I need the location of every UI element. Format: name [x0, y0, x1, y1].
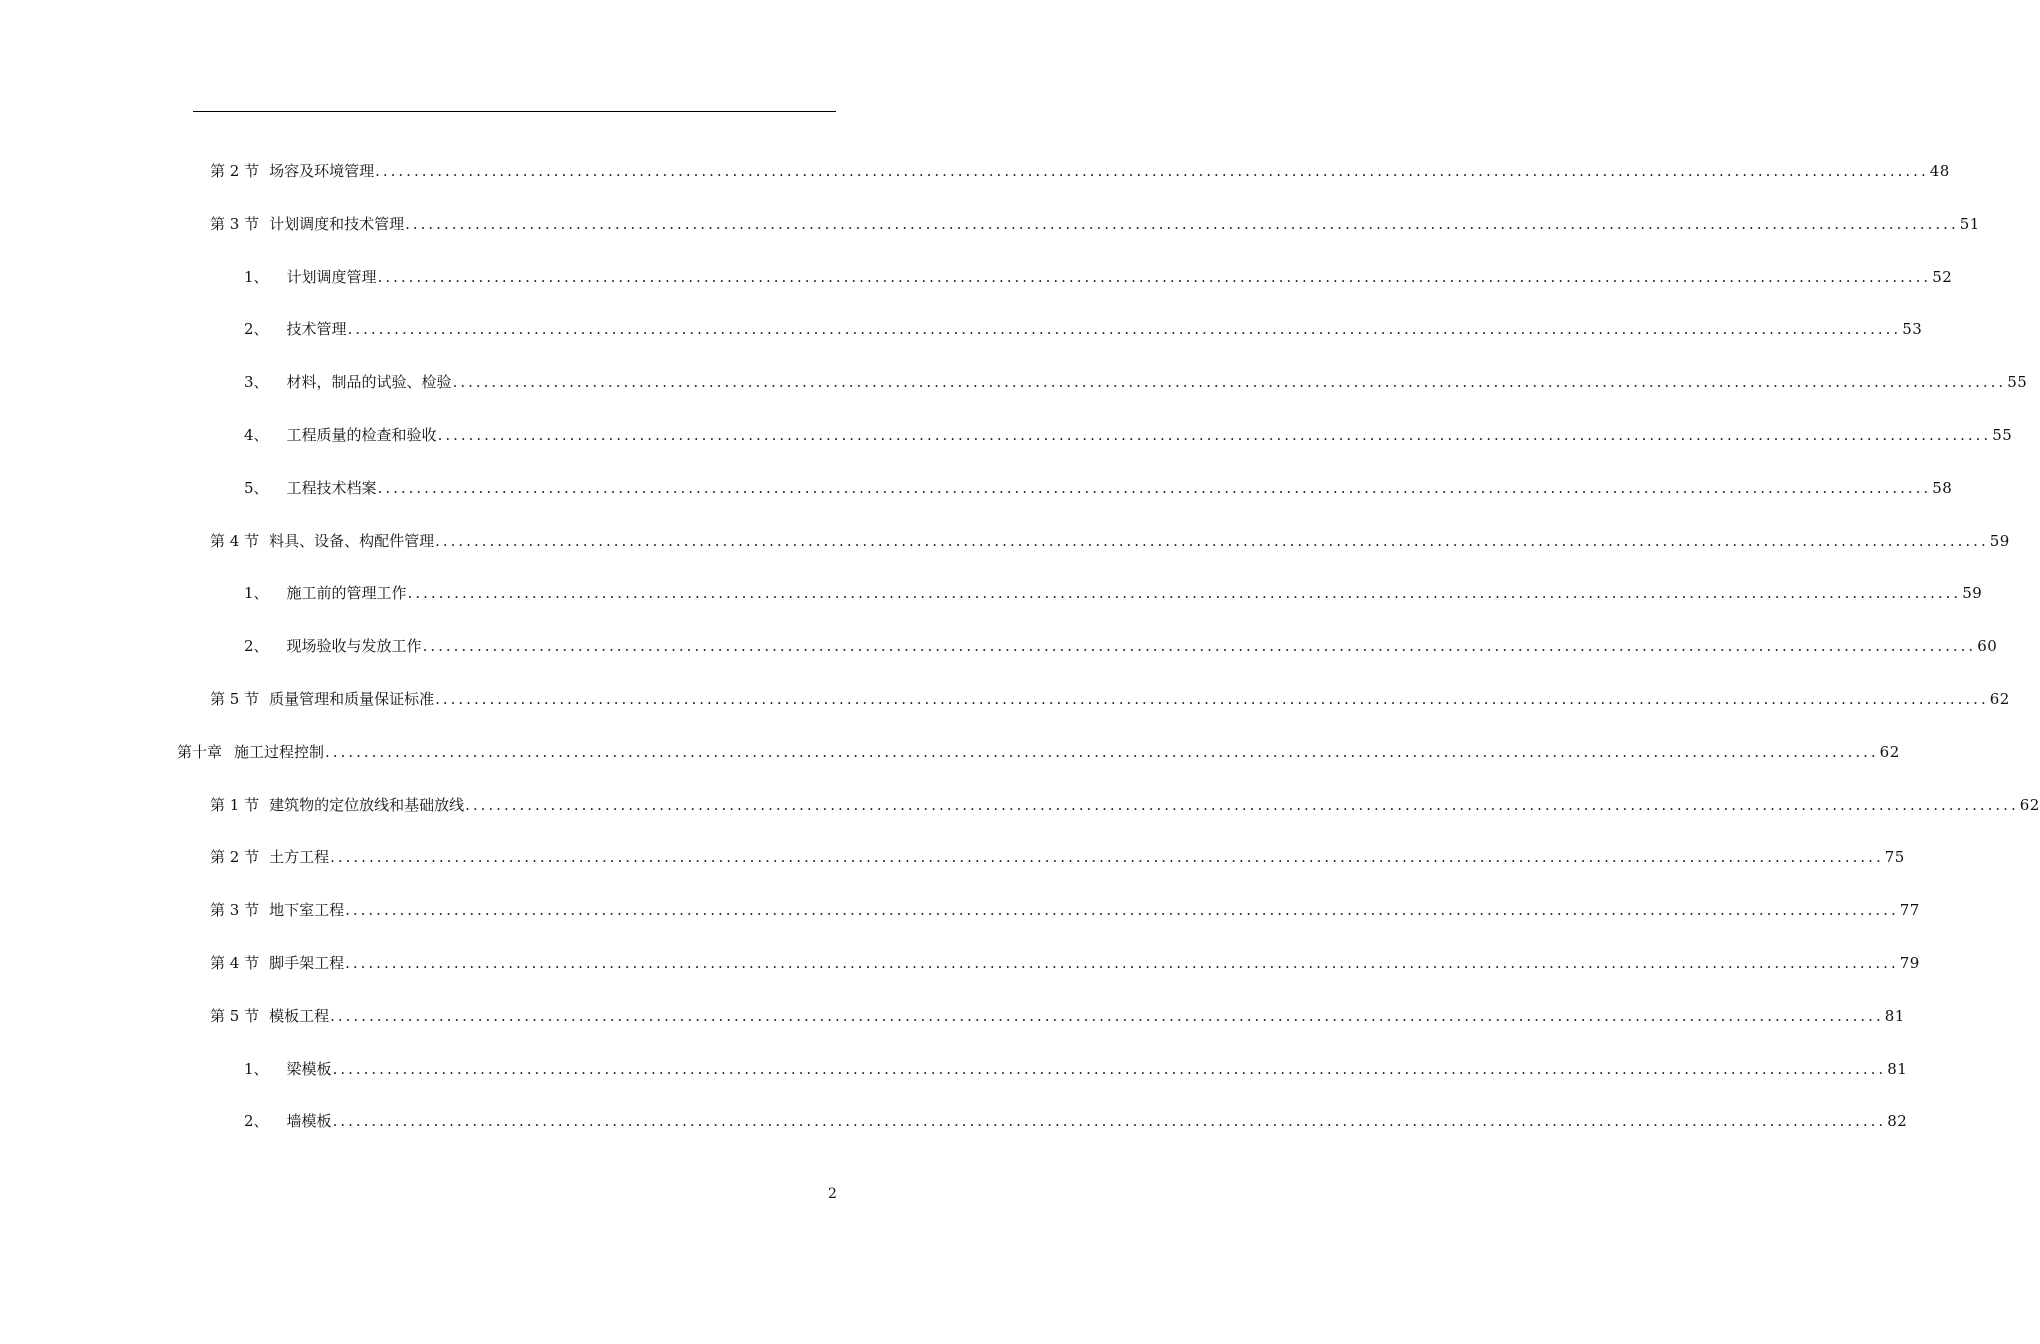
toc-dot-leader: ........................................................................................................................................................................................................	[465, 795, 2019, 814]
toc-entry-title: 料具、设备、构配件管理	[269, 531, 435, 550]
toc-entry-label: 1、	[244, 267, 269, 286]
toc-entry[interactable]	[244, 582, 1983, 604]
toc-entry-label: 第 4 节	[210, 954, 260, 972]
toc-entry-title: 计划调度和技术管理	[269, 214, 405, 233]
toc-entry-title: 建筑物的定位放线和基础放线	[269, 795, 465, 814]
toc-entry-label: 第 1 节	[210, 795, 260, 814]
toc-dot-leader: ........................................................................................................................................................................................................	[407, 584, 1962, 603]
toc-entry-label: 5、	[244, 478, 269, 497]
toc-entry[interactable]	[177, 741, 1900, 763]
toc-entry[interactable]	[210, 160, 1950, 182]
toc-entry-title: 土方工程	[269, 848, 330, 867]
toc-entry-title: 计划调度管理	[286, 267, 377, 286]
toc-entry-page: 55	[1992, 426, 2013, 444]
toc-entry-label: 第 2 节	[210, 848, 260, 867]
toc-dot-leader: ........................................................................................................................................................................................................	[377, 267, 1932, 286]
toc-entry-page: 52	[1932, 267, 1953, 286]
toc-entry-title: 施工前的管理工作	[286, 584, 407, 603]
toc-entry-title: 材料，制品的试验、检验	[286, 373, 452, 392]
toc-entry-page: 53	[1902, 320, 1923, 339]
toc-entry[interactable]	[244, 1110, 1908, 1132]
toc-entry-page: 79	[1899, 954, 1920, 972]
toc-entry-title: 墙模板	[286, 1112, 332, 1131]
toc-entry[interactable]	[210, 213, 1980, 235]
toc-entry[interactable]	[244, 635, 1998, 657]
toc-dot-leader: ........................................................................................................................................................................................................	[345, 954, 1899, 972]
toc-entry-label: 2、	[244, 1112, 269, 1131]
toc-dot-leader: ........................................................................................................................................................................................................	[330, 1006, 1884, 1025]
toc-entry-page: 62	[1879, 742, 1900, 761]
toc-entry-label: 第 2 节	[210, 162, 260, 180]
toc-dot-leader: ........................................................................................................................................................................................................	[452, 373, 2007, 392]
toc-entry-page: 51	[1959, 214, 1980, 233]
toc-entry-page: 75	[1884, 848, 1905, 867]
toc-entry-title: 梁模板	[286, 1059, 332, 1078]
toc-entry-title: 模板工程	[269, 1006, 330, 1025]
toc-entry-title: 现场验收与发放工作	[286, 637, 422, 656]
toc-dot-leader: ........................................................................................................................................................................................................	[437, 426, 1992, 444]
toc-entry[interactable]	[244, 1058, 1908, 1080]
toc-entry-page: 48	[1929, 162, 1950, 180]
toc-dot-leader: ........................................................................................................................................................................................................	[347, 320, 1902, 339]
toc-entry-title: 地下室工程	[269, 901, 345, 920]
toc-entry[interactable]	[244, 318, 1923, 340]
toc-entry-label: 第十章	[177, 742, 223, 761]
toc-entry-title: 脚手架工程	[269, 954, 345, 972]
toc-entry-label: 1、	[244, 584, 269, 603]
toc-entry[interactable]	[244, 477, 1953, 499]
toc-entry-label: 2、	[244, 320, 269, 339]
toc-entry-title: 工程技术档案	[286, 478, 377, 497]
toc-entry[interactable]	[244, 424, 2013, 446]
toc-entry-title: 施工过程控制	[234, 742, 325, 761]
toc-entry-page: 59	[1962, 584, 1983, 603]
toc-entry-title: 工程质量的检查和验收	[286, 426, 437, 444]
header-rule	[193, 111, 836, 112]
toc-dot-leader: ........................................................................................................................................................................................................	[332, 1059, 1887, 1078]
toc-entry[interactable]	[210, 688, 2010, 710]
toc-dot-leader: ........................................................................................................................................................................................................	[377, 478, 1932, 497]
toc-entry[interactable]	[210, 846, 1905, 868]
toc-entry-label: 第 5 节	[210, 690, 260, 708]
toc-dot-leader: ........................................................................................................................................................................................................	[332, 1112, 1887, 1131]
toc-dot-leader: ........................................................................................................................................................................................................	[330, 848, 1884, 867]
toc-dot-leader: ........................................................................................................................................................................................................	[405, 214, 1959, 233]
toc-entry[interactable]	[244, 371, 2028, 393]
toc-entry-page: 60	[1977, 637, 1998, 656]
toc-entry-label: 第 3 节	[210, 214, 260, 233]
toc-entry-title: 技术管理	[286, 320, 347, 339]
page-number: 2	[828, 1186, 837, 1202]
toc-entry-label: 2、	[244, 637, 269, 656]
toc-dot-leader: ........................................................................................................................................................................................................	[375, 162, 1929, 180]
toc-entry-label: 第 3 节	[210, 901, 260, 920]
toc-entry-page: 77	[1899, 901, 1920, 920]
toc-entry[interactable]	[210, 1005, 1905, 1027]
toc-entry-page: 59	[1989, 531, 2010, 550]
toc-dot-leader: ........................................................................................................................................................................................................	[435, 690, 1989, 708]
toc-entry-page: 82	[1887, 1112, 1908, 1131]
toc-entry[interactable]	[210, 530, 2010, 552]
toc-entry-page: 62	[1989, 690, 2010, 708]
toc-dot-leader: ........................................................................................................................................................................................................	[422, 637, 1977, 656]
toc-entry[interactable]	[244, 266, 1953, 288]
toc-entry-title: 质量管理和质量保证标准	[269, 690, 435, 708]
toc-entry-page: 62	[2019, 795, 2040, 814]
toc-entry-label: 第 5 节	[210, 1006, 260, 1025]
toc-entry-label: 4、	[244, 426, 269, 444]
toc-dot-leader: ........................................................................................................................................................................................................	[325, 742, 1879, 761]
toc-dot-leader: ........................................................................................................................................................................................................	[345, 901, 1899, 920]
toc-entry-title: 场容及环境管理	[269, 162, 375, 180]
toc-entry-label: 3、	[244, 373, 269, 392]
toc-entry[interactable]	[210, 794, 2040, 816]
toc-entry-label: 1、	[244, 1059, 269, 1078]
toc-entry-page: 55	[2007, 373, 2028, 392]
toc-entry-page: 81	[1884, 1006, 1905, 1025]
toc-entry-page: 81	[1887, 1059, 1908, 1078]
toc-entry[interactable]	[210, 952, 1920, 974]
toc-entry-label: 第 4 节	[210, 531, 260, 550]
toc-dot-leader: ........................................................................................................................................................................................................	[435, 531, 1989, 550]
toc-entry-page: 58	[1932, 478, 1953, 497]
toc-entry[interactable]	[210, 899, 1920, 921]
